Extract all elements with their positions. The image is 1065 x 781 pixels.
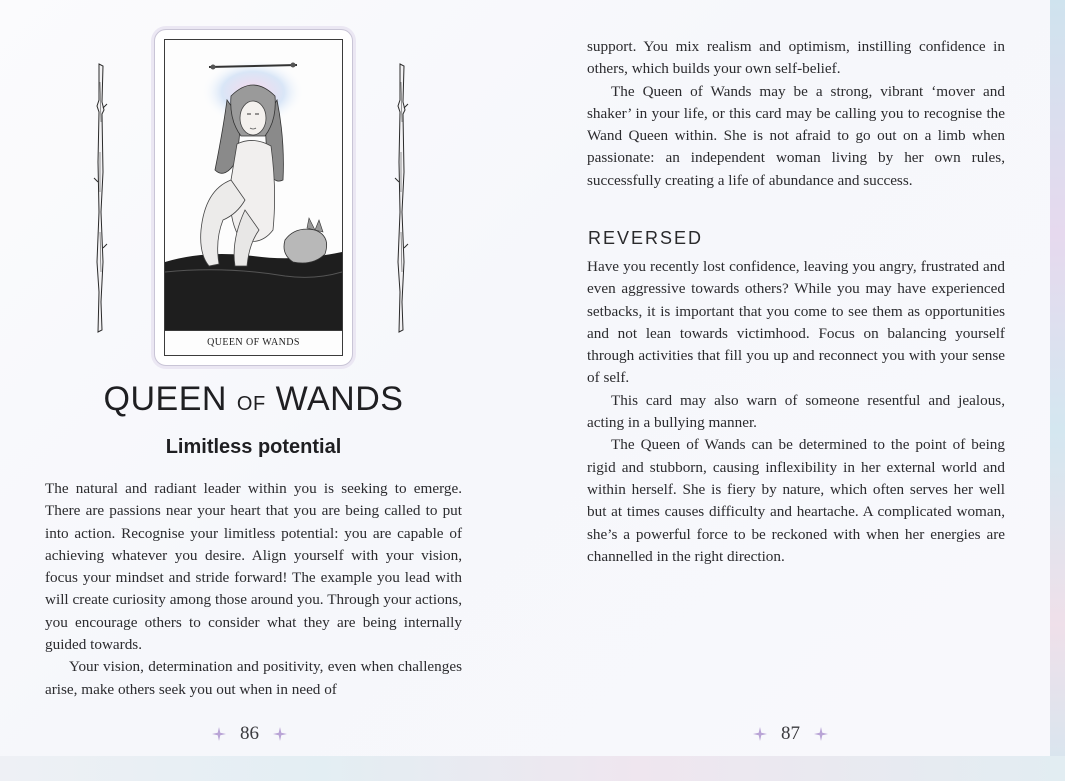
- page-number-left: [212, 720, 287, 748]
- page-title: [45, 380, 462, 419]
- sparkle-icon: [212, 727, 226, 741]
- paragraph: The Queen of Wands can be determined to the point of being rigid and stubborn, causing inflexibility in her external world and within herself. She is fiery by nature, which often serves her well but at times causes difficulty and heartache. A complicated woman, she’s a powerful force to be reckoned with when her energies are channelled in the right direction.: [587, 436, 1005, 565]
- right-page-body-reversed: [587, 256, 1005, 568]
- wand-icon: [91, 62, 111, 334]
- wand-icon: [392, 62, 412, 334]
- left-page-body: [45, 478, 462, 701]
- page-number-right: [753, 720, 828, 748]
- paragraph: Your vision, determination and positivity, even when challenges arise, make others seek you out when in need of: [45, 658, 462, 698]
- section-heading-reversed: REVERSED: [588, 228, 704, 248]
- paragraph: The Queen of Wands may be a strong, vibrant ‘mover and shaker’ in your life, or this card may be calling you to recognise the Wand Queen within. She is not afraid to go out on a limb when passionate: an independent woman living by her own rules, successfully creating a life of abundance and success.: [587, 82, 1005, 189]
- queen-illustration: [165, 40, 342, 330]
- paragraph: The natural and radiant leader within you is seeking to emerge. There are passions near your heart that you are being called to put into action. Recognise your limitless potential: you are capable of achieving whatever you desire. Align yourself with your vision, focus your mindset and stride forward! The example you lead with will create curiosity among those around you. Through your actions, you encourage others to consider what they are being internally guided towards.: [45, 480, 462, 654]
- page-edge-right: [1050, 0, 1065, 781]
- paragraph: This card may also warn of someone resentful and jealous, acting in a bullying manner.: [587, 391, 1005, 432]
- page-number: 87: [781, 723, 800, 744]
- sparkle-icon: [814, 727, 828, 741]
- right-page-body-top: [587, 36, 1005, 192]
- paragraph: Have you recently lost confidence, leaving you angry, frustrated and even aggressive towards others? While you may have experienced setbacks, it is important that you come to see them as opportunities and not lean towards victimhood. Focus on balancing yourself through activities that fill you up and reconnect you with your sense of self.: [587, 258, 1005, 387]
- tarot-card: [154, 29, 353, 366]
- title-word-queen: QUEEN: [103, 380, 237, 418]
- tarot-card-inner: [164, 39, 343, 356]
- page-edge-bottom: [0, 756, 1065, 781]
- title-word-wands: WANDS: [265, 380, 404, 418]
- title-word-of: OF: [236, 393, 266, 415]
- page-number: 86: [240, 723, 259, 744]
- sparkle-icon: [273, 727, 287, 741]
- paragraph: support. You mix realism and optimism, instilling confidence in others, which builds your own self-belief.: [587, 38, 1005, 78]
- page-subtitle: Limitless potential: [165, 436, 342, 458]
- card-label: QUEEN OF WANDS: [165, 330, 342, 355]
- sparkle-icon: [753, 727, 767, 741]
